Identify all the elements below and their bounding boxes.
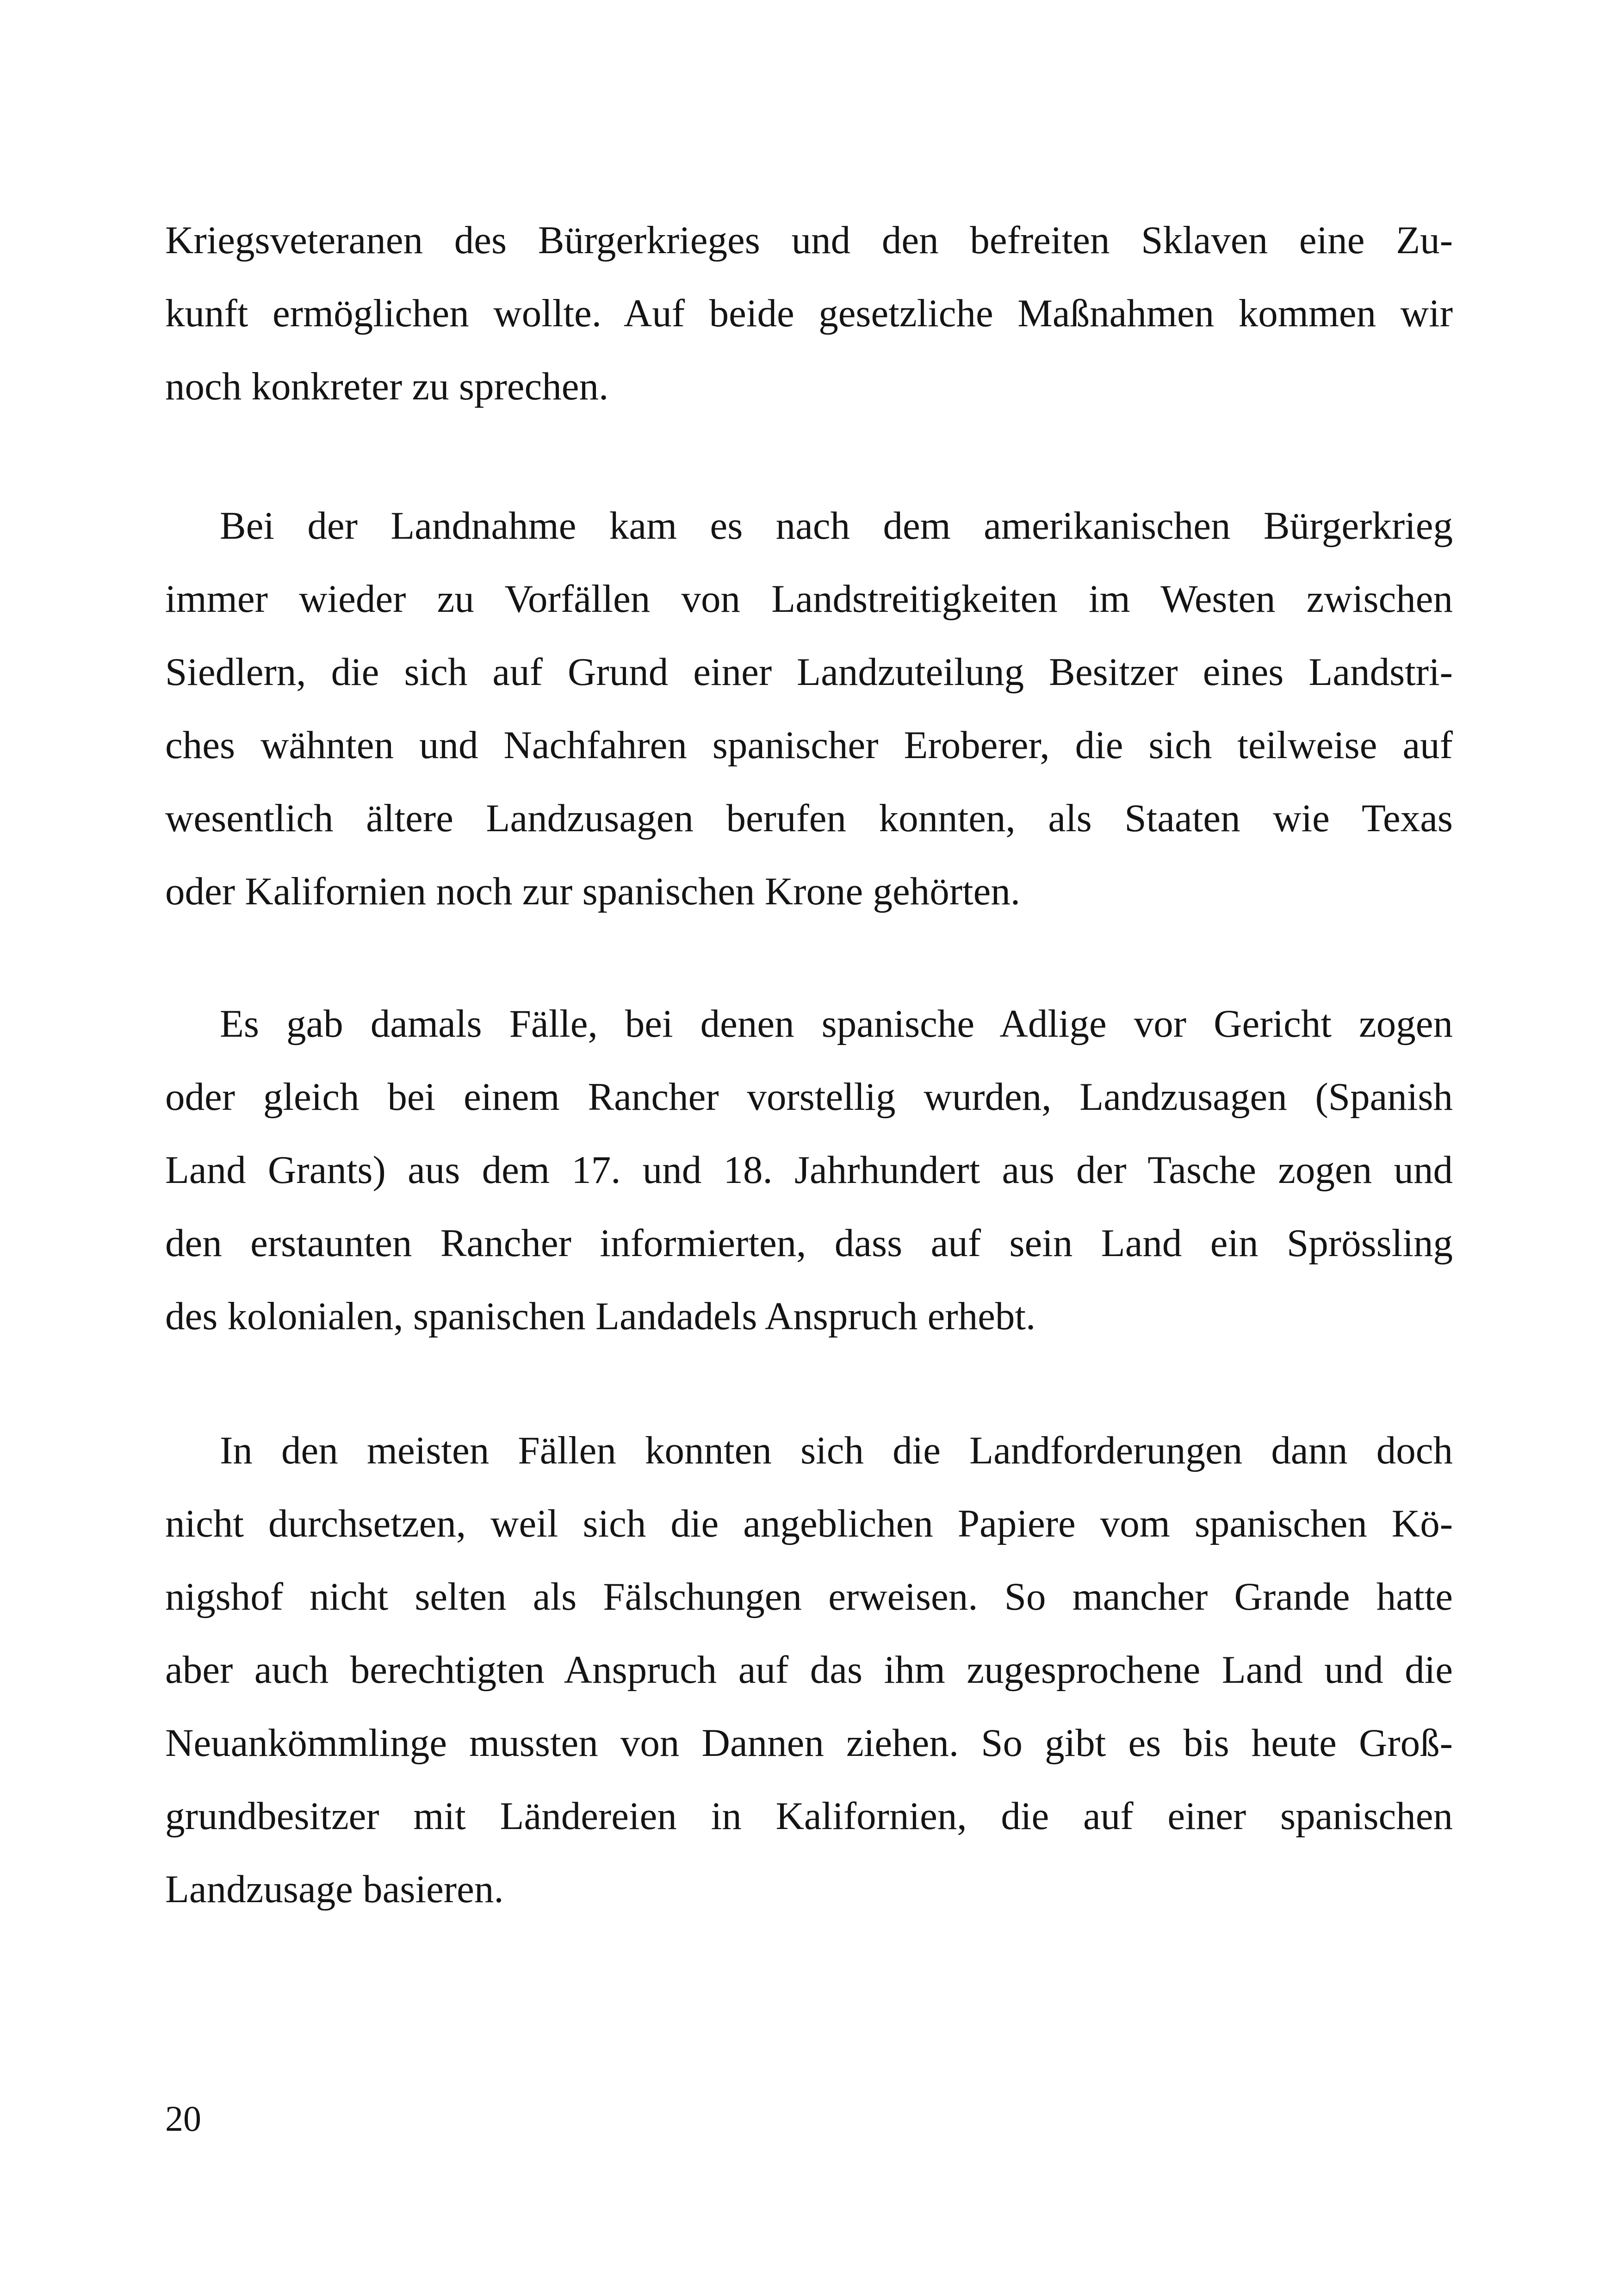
text-line: nicht durchsetzen, weil sich die angeblichen Papiere vom spanischen Kö- <box>165 1502 1453 1545</box>
text-line: oder Kalifornien noch zur spanischen Krone gehörten. <box>165 870 1021 913</box>
text-line: oder gleich bei einem Rancher vorstellig wurden, Landzusagen (Spanish <box>165 1075 1453 1119</box>
text-line: wesentlich ältere Landzusagen berufen konnten, als Staaten wie Texas <box>165 796 1453 840</box>
paragraph-4 <box>165 1414 1453 1926</box>
paragraph-3 <box>165 987 1453 1353</box>
paragraph-2 <box>165 489 1453 928</box>
text-line: In den meisten Fällen konnten sich die Landforderungen dann doch <box>220 1429 1453 1472</box>
text-line: noch konkreter zu sprechen. <box>165 365 609 408</box>
text-line: des kolonialen, spanischen Landadels Anspruch erhebt. <box>165 1294 1036 1338</box>
text-line: Landzusage basieren. <box>165 1867 504 1911</box>
text-line: immer wieder zu Vorfällen von Landstreitigkeiten im Westen zwischen <box>165 577 1453 621</box>
text-line: Land Grants) aus dem 17. und 18. Jahrhundert aus der Tasche zogen und <box>165 1148 1453 1192</box>
page-number: 20 <box>165 2098 201 2139</box>
text-line: den erstaunten Rancher informierten, dass auf sein Land ein Sprössling <box>165 1221 1453 1265</box>
text-line: kunft ermöglichen wollte. Auf beide gesetzliche Maßnahmen kommen wir <box>165 292 1453 335</box>
text-line: Kriegsveteranen des Bürgerkrieges und den befreiten Sklaven eine Zu- <box>165 218 1453 262</box>
text-line: Neuankömmlinge mussten von Dannen ziehen. So gibt es bis heute Groß- <box>165 1721 1453 1765</box>
paragraph-1 <box>165 204 1453 423</box>
text-line: aber auch berechtigten Anspruch auf das ihm zugesprochene Land und die <box>165 1648 1453 1692</box>
text-line: Siedlern, die sich auf Grund einer Landzuteilung Besitzer eines Landstri- <box>165 650 1453 694</box>
text-line: grundbesitzer mit Ländereien in Kalifornien, die auf einer spanischen <box>165 1794 1453 1838</box>
text-line: Bei der Landnahme kam es nach dem amerikanischen Bürgerkrieg <box>220 504 1453 548</box>
text-line: nigshof nicht selten als Fälschungen erweisen. So mancher Grande hatte <box>165 1575 1453 1618</box>
text-line: ches wähnten und Nachfahren spanischer Eroberer, die sich teilweise auf <box>165 723 1453 767</box>
text-line: Es gab damals Fälle, bei denen spanische Adlige vor Gericht zogen <box>220 1002 1453 1045</box>
